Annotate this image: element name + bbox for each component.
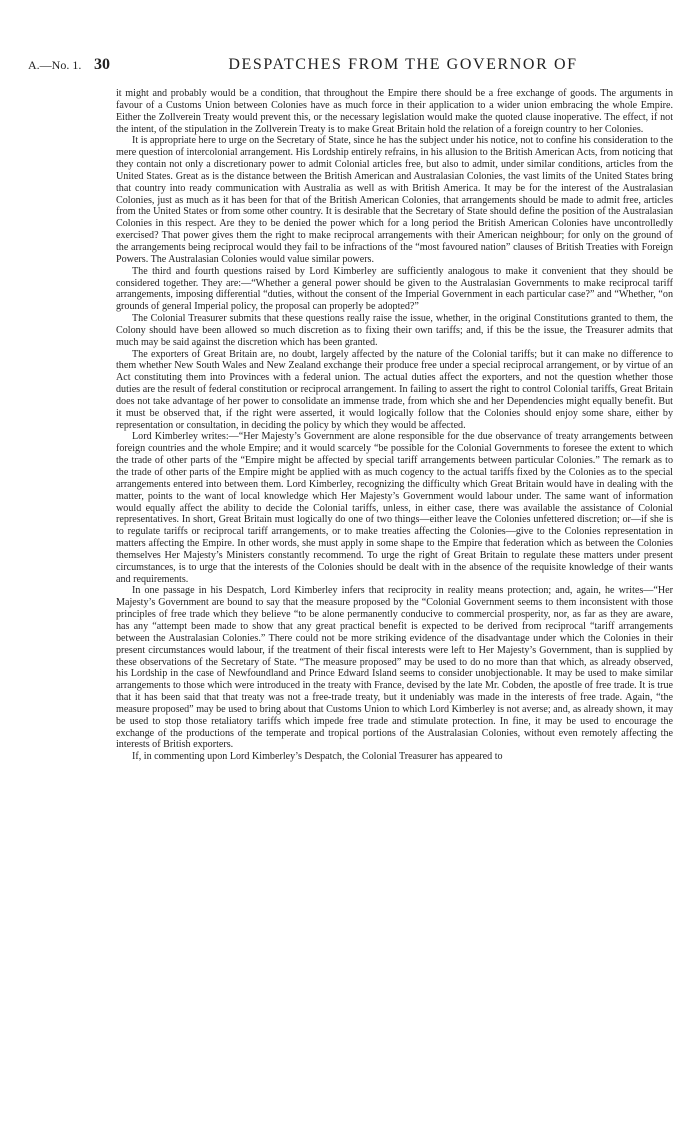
paragraph: In one passage in his Despatch, Lord Kimberley infers that reciprocity in reality means protection; and, again, he writes—“Her Majesty’s Government are bound to say that the measure proposed by the “Colonial Government seems to them inconsistent with those principles of free trade which they believe “to be alone permanently conducive to commercial prosperity, nor, as far as they are aware, has any “attempt been made to show that any great practical benefit is expected to be derived from reciprocal “tariff arrangements between the Australasian Colonies.” There could not be more striking evidence of the disadvantage under which the Colonies in their present circumstances would labour, if the treatment of their fiscal interests were left to Her Majesty’s Government, than is supplied by these observations of the Secretary of State. “The measure proposed” may be used to do no more than that which, as already observed, his Lordship in the case of Newfoundland and Prince Edward Island seems to consider unobjectionable. It may be used to make similar arrangements to those which were introduced in the treaty with France, devised by the late Mr. Cobden, the apostle of free trade. It is true that it has been said that that treaty was not a free-trade treaty, but it undeniably was made in the interests of free trade. Again, “the measure proposed” may be used to bring about that Customs Union to which Lord Kimberley is not averse; and, as already shown, it may be used to stop those retaliatory tariffs which impede free trade and stimulate protection. In fine, it may be used to encourage the exchange of the productions of the temperate and tropical portions of the Australasian Colonies, without even remotely affecting the interests of British exporters. [116, 585, 673, 751]
page-number: 30 [94, 56, 110, 73]
paragraph: It is appropriate here to urge on the Secretary of State, since he has the subject under his notice, not to confine his consideration to the mere question of intercolonial arrangement. His Lordship entirely refrains, in his allusion to the British American Acts, from noticing that they contain not only a discretionary power to admit Colonial articles free, but also to admit, under similar conditions, articles from the United States. Great as is the distance between the British American and Australasian Colonies, the vast limits of the United States bring that country into ready communication with Australia as well as with British America. It may be for the interest of the Australasian Colonies, just as much as it has been for that of the British American Colonies, that arrangements should be made to admit free, articles from the United States or from some other country. It is desirable that the Secretary of State should define the position of the Australasian Colonies in this respect. Are they to be denied the power which for a long period the British American Colonies have uncontrolledly exercised? That power gives them the right to make reciprocal arrangements with their American neighbour; for only on the ground of the arrangements being reciprocal would they fail to be infractions of the “most favoured nation” clauses of British Treaties with Foreign Powers. The Australasian Colonies would value similar powers. [116, 135, 673, 265]
paragraph: The third and fourth questions raised by Lord Kimberley are sufficiently analogous to make it convenient that they should be considered together. They are:—“Whether a general power should be given to the Australasian Governments to make reciprocal tariff arrangements, imposing differential “duties, without the consent of the Imperial Government in each particular case?” and “Whether, “on grounds of general Imperial policy, the proposal can properly be adopted?” [116, 265, 673, 313]
document-reference: A.—No. 1. [28, 58, 82, 72]
paragraph: it might and probably would be a condition, that throughout the Empire there should be a free exchange of goods. The arguments in favour of a Customs Union between Colonies have as much force in their application to a wider union embracing the whole Empire. Either the Zollverein Treaty would prevent this, or the necessary legislation would make the quoted clause inoperative. The effect, if not the intent, of the stipulation in the Zollverein Treaty is to make Great Britain hold the relation of a foreign country to her Colonies. [116, 88, 673, 135]
running-title: DESPATCHES FROM THE GOVERNOR OF [228, 56, 578, 73]
paragraph: If, in commenting upon Lord Kimberley’s Despatch, the Colonial Treasurer has appeared to [132, 751, 503, 763]
body-text [116, 88, 673, 763]
paragraph: Lord Kimberley writes:—“Her Majesty’s Government are alone responsible for the due observance of treaty arrangements between foreign countries and the whole Empire; and it would scarcely “be possible for the Colonial Governments to foresee the extent to which the trade of other parts of the “Empire might be affected by special tariff arrangements between particular Colonies.” The remark as to the trade of other parts of the Empire might be applied with as much cogency to the actual tariffs fixed by the Colonies as to the special arrangements entered into between them. Lord Kimberley, recognizing the difficulty which Great Britain would have in dealing with the matter, points to the want of local knowledge which Her Majesty’s Government would labour under. The same want of information would equally affect the ability to decide the Colonial tariffs, unless, in either case, there was available the assistance of Colonial representatives. In short, Great Britain must logically do one of two things—either leave the Colonies unfettered discretion; or—if she is to regulate tariffs or reciprocal tariff arrangements, or to make treaties affecting the Colonies—give to the Colonies representation in matters affecting the Empire. In other words, she must apply in some shape to the Empire that federation which as between the Colonies themselves Her Majesty’s Ministers constantly recommend. To urge the right of Great Britain to regulate these matters under present circumstances, is to urge that the interests of the Colonies should be dealt with in the absence of the requisite knowledge of their wants and requirements. [116, 431, 673, 585]
paragraph: The exporters of Great Britain are, no doubt, largely affected by the nature of the Colonial tariffs; but it can make no difference to them whether New South Wales and New Zealand exchange their produce free under a special reciprocal arrangement, or by virtue of an Act constituting them into Provinces with a federal union. The actual duties affect the exporters, and not the question whether those duties are the result of federal constitution or reciprocal arrangement. In failing to assert the right to control Colonial tariffs, Great Britain does not take advantage of her power to consolidate an immense trade, from which she and her Dependencies might equally benefit. But it must be observed that, if the right were asserted, it would logically follow that the Colonies should enjoy some share, either by representation or consultation, in deciding the policy by which they would be affected. [116, 348, 673, 431]
page-header [28, 56, 670, 78]
paragraph: The Colonial Treasurer submits that these questions really raise the issue, whether, in the original Constitutions granted to them, the Colony should have been allowed so much discretion as to fixing their own tariffs; and, if this be the issue, the Treasurer admits that much may be said against the discretion which has been granted. [116, 313, 673, 348]
